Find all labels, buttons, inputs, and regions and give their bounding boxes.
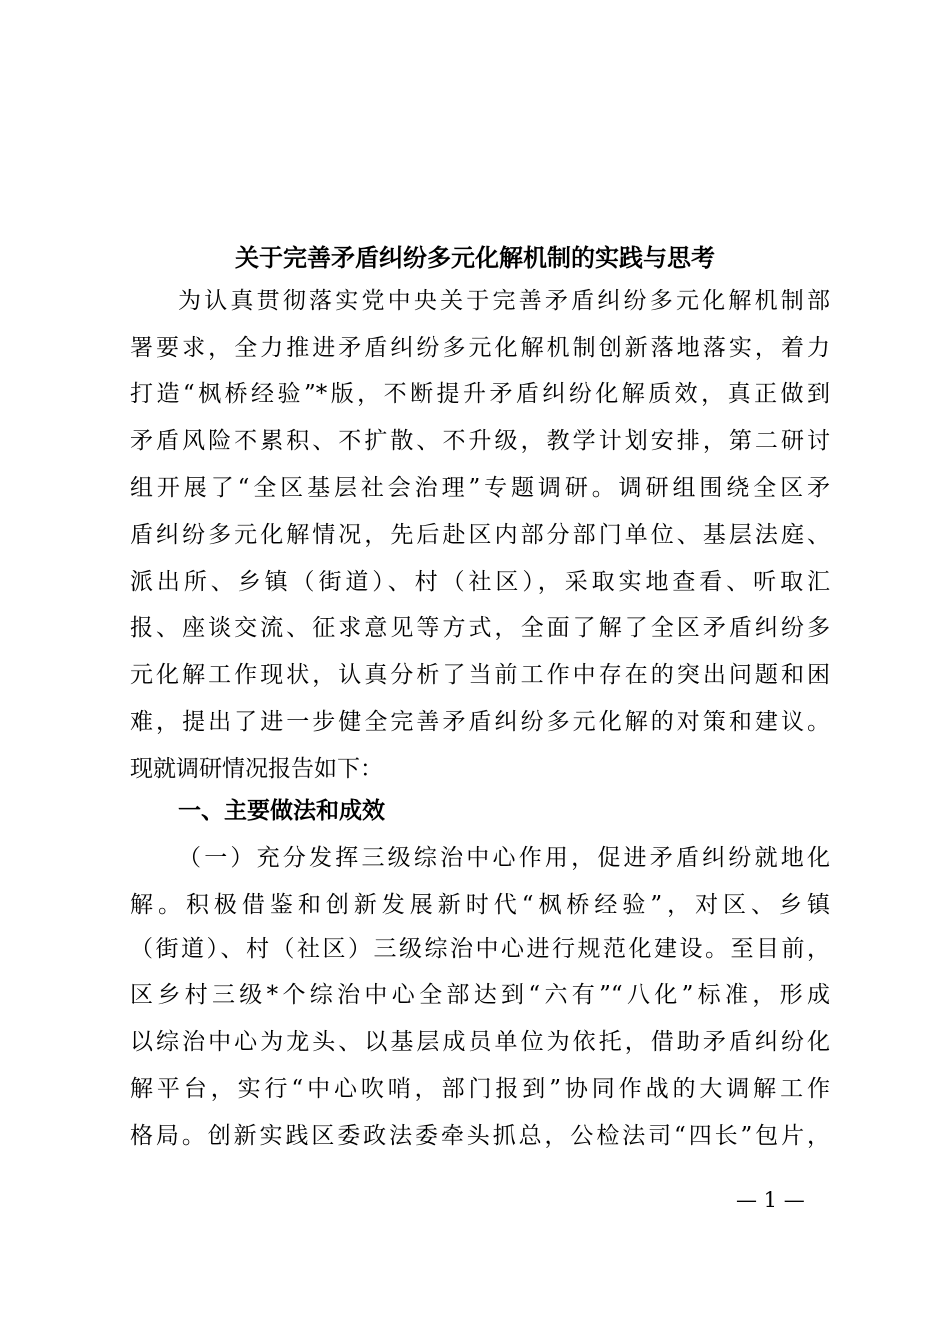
paragraph-line: 现就调研情况报告如下： [130, 756, 383, 782]
paragraph-line: 组开展了“全区基层社会治理”专题调研。调研组围绕全区矛 [130, 475, 830, 501]
paragraph-line: （街道）、村（社区）三级综治中心进行规范化建设。至目前， [130, 936, 830, 962]
paragraph-line: 署要求，全力推进矛盾纠纷多元化解机制创新落地落实，着力 [130, 335, 830, 361]
paragraph-line: （一）充分发挥三级综治中心作用，促进矛盾纠纷就地化 [178, 845, 830, 871]
paragraph-line: 格局。创新实践区委政法委牵头抓总，公检法司“四长”包片， [130, 1123, 830, 1149]
paragraph-line: 盾纠纷多元化解情况，先后赴区内部分部门单位、基层法庭、 [130, 522, 830, 548]
paragraph-line: 为认真贯彻落实党中央关于完善矛盾纠纷多元化解机制部 [178, 288, 830, 314]
paragraph-line: 以综治中心为龙头、以基层成员单位为依托，借助矛盾纠纷化 [130, 1029, 830, 1055]
paragraph-line: 元化解工作现状，认真分析了当前工作中存在的突出问题和困 [130, 662, 830, 688]
paragraph-line: 打造“枫桥经验”*版，不断提升矛盾纠纷化解质效，真正做到 [130, 381, 830, 407]
section-heading: 一、主要做法和成效 [178, 798, 385, 824]
paragraph-line: 报、座谈交流、征求意见等方式，全面了解了全区矛盾纠纷多 [130, 615, 830, 641]
document-title: 关于完善矛盾纠纷多元化解机制的实践与思考 [235, 243, 715, 272]
paragraph-line: 解平台，实行“中心吹哨，部门报到”协同作战的大调解工作 [130, 1076, 830, 1102]
paragraph-line: 难，提出了进一步健全完善矛盾纠纷多元化解的对策和建议。 [130, 709, 830, 735]
paragraph-line: 派出所、乡镇（街道）、村（社区），采取实地查看、听取汇 [130, 569, 830, 595]
paragraph-line: 解。积极借鉴和创新发展新时代“枫桥经验”，对区、乡镇 [130, 892, 830, 918]
paragraph-line: 区乡村三级*个综治中心全部达到“六有”“八化”标准，形成 [130, 982, 830, 1008]
page-number: — 1 — [736, 1188, 805, 1212]
paragraph-line: 矛盾风险不累积、不扩散、不升级，教学计划安排，第二研讨 [130, 428, 830, 454]
